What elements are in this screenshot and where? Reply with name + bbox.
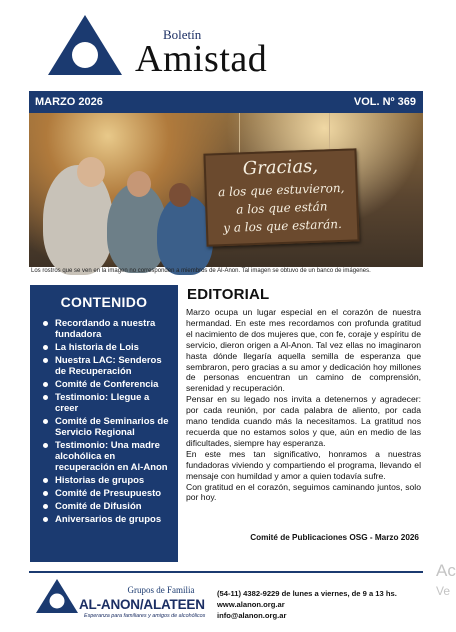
- photo-caption: Los rostros que se ven en la imagen no corresponden a miembros de Al-Anon. Tal imagen se obtuvo de un banco de imágenes.: [31, 268, 371, 274]
- contents-item: Comité de Presupuesto: [42, 488, 174, 499]
- contents-list: [42, 318, 174, 527]
- footer-brand: AL-ANON/ALATEEN: [79, 597, 205, 612]
- sign-rope: [239, 113, 240, 153]
- sign-line: a los que estuvieron,: [217, 180, 345, 200]
- contents-title: CONTENIDO: [60, 294, 148, 310]
- editorial-signature: Comité de Publicaciones OSG - Marzo 2026: [250, 533, 419, 542]
- contents-item: Comité de Difusión: [42, 501, 174, 512]
- masthead-title: Amistad: [135, 38, 268, 80]
- editorial-paragraph: Con gratitud en el corazón, seguimos caminando juntos, solo por hoy.: [186, 481, 421, 503]
- footer-divider: [29, 571, 423, 573]
- masthead-kicker: Boletín: [163, 27, 202, 42]
- photo-figure: [127, 171, 151, 197]
- contents-item: Aniversarios de grupos: [42, 514, 174, 525]
- sign-rope: [329, 113, 330, 153]
- issue-date: MARZO 2026: [35, 96, 103, 108]
- contents-item: La historia de Lois: [42, 342, 174, 353]
- editorial-paragraph: En este mes tan significativo, honramos a nuestras fundadoras viviendo y compartiendo el programa, llevando el mensaje con humildad y amor a quien todavía sufre.: [186, 448, 421, 481]
- footer-tagline: Esperanza para familiares y amigos de alcohólicos: [84, 613, 206, 619]
- hero-photo: [29, 113, 423, 267]
- gratitude-sign: [203, 148, 359, 246]
- footer-email-link[interactable]: info@alanon.org.ar: [217, 611, 287, 620]
- editorial-paragraph: Marzo ocupa un lugar especial en el corazón de nuestra hermandad. En este mes recordamos con profunda gratitud el nacimiento de dos mujeres que, con fe, coraje y espíritu de servicio, dieron origen a Al-Anon. Tal vez ellas no imaginaron hasta dónde llegaría aquella semilla de esperanza que sembraron, pero gracias a su amor y dedicación hoy millones de personas encuentran un camino de comprensión, serenidad y recuperación.: [186, 307, 421, 394]
- contents-item: Testimonio: Una madre alcohólica en recuperación en Al-Anon: [42, 440, 174, 473]
- footer-groups-label: Grupos de Familia: [127, 585, 195, 595]
- contents-item: Nuestra LAC: Senderos de Recuperación: [42, 355, 174, 377]
- editorial-title: EDITORIAL: [187, 286, 270, 303]
- al-anon-footer-logo-icon: [35, 578, 79, 614]
- issue-volume: VOL. Nº 369: [353, 96, 416, 108]
- sign-line: y a los que estarán.: [222, 216, 342, 236]
- editorial-paragraph: Pensar en su legado nos invita a detenernos y agradecer: por cada reunión, por cada palabra de aliento, por cada mano tendida cuando más la necesitamos. La gratitud nos recuerda que no estamos solos y que, aún en medio de las dificultades, siempre hay esperanza.: [186, 394, 421, 448]
- footer-website-link[interactable]: www.alanon.org.ar: [217, 600, 285, 609]
- footer-phone: (54-11) 4382-9229 de lunes a viernes, de 9 a 13 hs.: [217, 589, 397, 598]
- watermark-text: Ve: [436, 584, 451, 598]
- sign-line: a los que están: [235, 199, 328, 217]
- photo-figure: [169, 183, 191, 207]
- photo-figure: [43, 165, 113, 275]
- contents-item: Recordando a nuestra fundadora: [42, 318, 174, 340]
- newsletter-page: [29, 0, 423, 632]
- photo-figure: [77, 157, 105, 187]
- contents-item: Comité de Seminarios de Servicio Regional: [42, 416, 174, 438]
- al-anon-triangle-logo: [46, 13, 124, 77]
- sign-line: Gracias,: [242, 155, 319, 180]
- issue-band: [29, 91, 423, 113]
- footer-contact: [217, 588, 397, 621]
- contents-item: Comité de Conferencia: [42, 379, 174, 390]
- editorial-body: [186, 307, 421, 503]
- contents-box: [30, 285, 178, 562]
- watermark-text: Ac: [436, 561, 456, 580]
- contents-item: Historias de grupos: [42, 475, 174, 486]
- contents-item: Testimonio: Llegue a creer: [42, 392, 174, 414]
